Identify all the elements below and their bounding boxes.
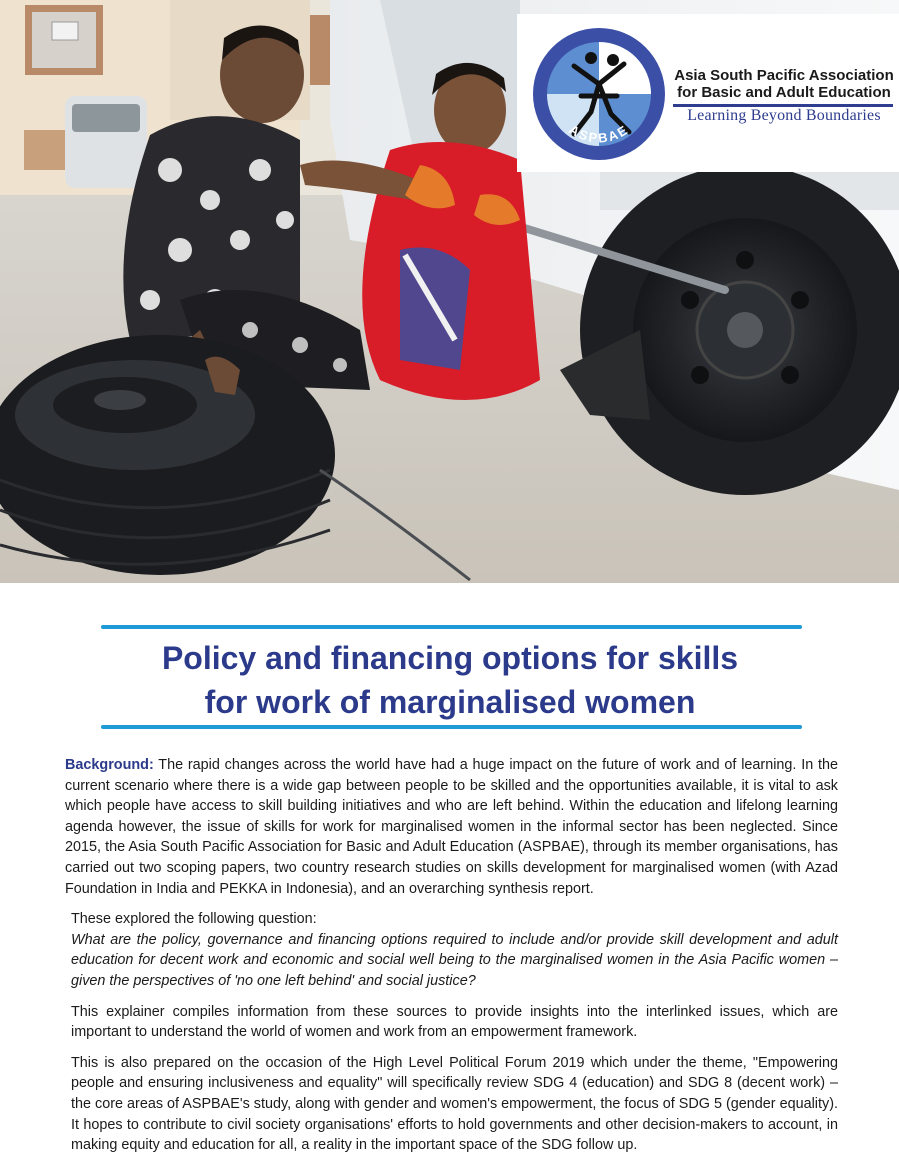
hlpf-paragraph: This is also prepared on the occasion of the High Level Political Forum 2019 which under the theme, "Empowering people and ensuring inclusiveness and equality" will specifically review SDG 4 (education) and SDG 8 (decent work) – the core areas of ASPBAE's study, along with gender and women's empowerment, the focus of SDG 5 (gender equality). It hopes to contribute to civil society organisations' efforts to hold governments and other decision-makers to account, in making equity and education for all, a reality in the important space of the SDG follow up. <box>71 1054 838 1154</box>
aspbae-figures-emblem-icon <box>529 24 669 164</box>
document-title <box>60 636 840 724</box>
research-question: What are the policy, governance and financing options required to include and/or provide skill development and adult education for decent work and economic and social well being to the marginalised women in the Asia Pacific women – given the perspectives of 'no one left behind' and social justice? <box>71 931 838 989</box>
question-paragraph <box>65 909 838 991</box>
organisation-name-line2: for Basic and Adult Education <box>677 84 891 101</box>
question-intro: These explored the following question: <box>71 911 317 928</box>
document-body <box>65 755 838 1166</box>
organisation-name-line1: Asia South Pacific Association <box>674 67 894 84</box>
background-label: Background: <box>65 757 154 773</box>
background-text: The rapid changes across the world have had a huge impact on the future of work and of learning. In the current scenario where there is a wide gap between people to be skilled and the opportunities available, it is vital to ask which people have access to skill building initiatives and who are left behind. Within the education and lifelong learning agenda however, the issue of skills for work for marginalised women in the informal sector has been neglected. Since 2015, the Asia South Pacific Association for Basic and Adult Education (ASPBAE), through its member organisations, has carried out two scoping papers, two country research studies on skills development for marginalised women (with Azad Foundation in India and PEKKA in Indonesia), and an overarching synthesis report. <box>65 757 838 897</box>
organisation-name <box>673 67 895 101</box>
title-rule-top <box>101 625 802 629</box>
document-title-line1: Policy and financing options for skills <box>161 640 739 676</box>
organisation-tagline: Learning Beyond Boundaries <box>687 107 881 124</box>
document-title-line2: for work of marginalised women <box>204 684 696 720</box>
emblem-text: ASPBAE <box>566 121 632 146</box>
explainer-paragraph: This explainer compiles information from these sources to provide insights into the interlinked issues, which are important to understand the world of women and work from an empowerment framework. <box>71 1003 838 1041</box>
title-rule-bottom <box>101 725 802 729</box>
background-paragraph <box>65 755 838 899</box>
logo-card <box>517 14 899 172</box>
